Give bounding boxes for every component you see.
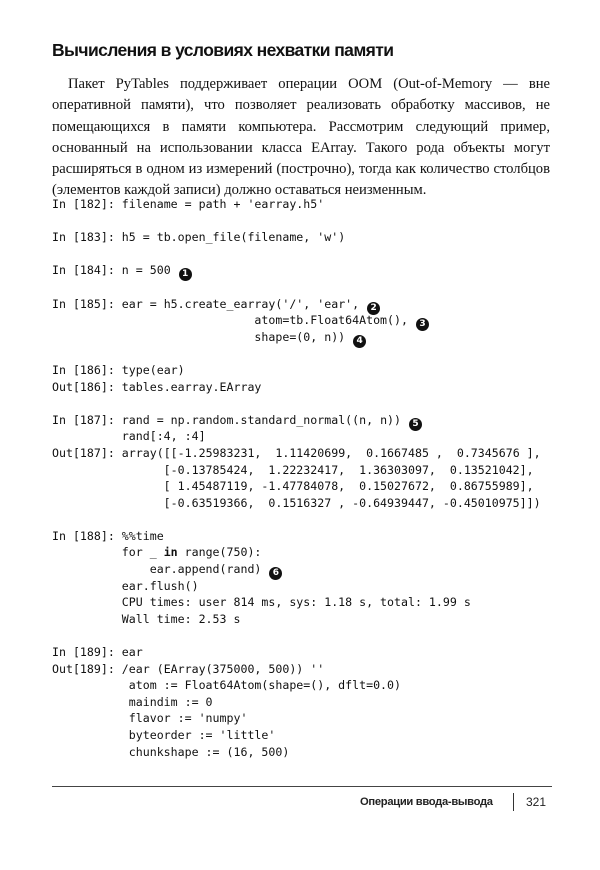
code-listing	[52, 196, 572, 760]
prompt: In [183]:	[52, 230, 115, 245]
prompt: In [188]:	[52, 528, 115, 543]
intro-paragraph: Пакет PyTables поддерживает операции OOM (Out-of-Memory — вне оперативной памяти), что позволяет реализовать обработку массивов, не помещающихся в памяти компьютера. Рассмотрим следующий пример, основанный на использовании класса EArray. Такого рода объекты могут расширяться в одном из измерений (построчно), тогда как количество столбцов (элементов каждой записи) должно оставаться неизменным.	[52, 76, 550, 199]
prompt: Out[189]:	[52, 661, 115, 676]
prompt: In [182]:	[52, 197, 115, 211]
code-line: shape=(0, n)) 4	[52, 329, 572, 346]
code-line: CPU times: user 814 ms, sys: 1.18 s, total: 1.99 s	[52, 595, 471, 610]
callout-3-icon: 3	[416, 318, 429, 331]
code-line: [ 1.45487119, -1.47784078, 0.15027672, 0.86755989],	[52, 479, 534, 494]
prompt: In [184]:	[52, 263, 115, 278]
keyword: in	[163, 545, 178, 560]
code-line: rand[:4, :4]	[52, 429, 206, 444]
code-line: flavor := 'numpy'	[52, 711, 248, 726]
code-line: maindim := 0	[52, 694, 213, 709]
footer-separator	[513, 793, 514, 811]
section-heading: Вычисления в условиях нехватки памяти	[52, 40, 394, 60]
code-line: In [183]: h5 = tb.open_file(filename, 'w')	[52, 230, 346, 245]
code-line: In [186]: type(ear)	[52, 362, 185, 377]
footer-rule	[52, 786, 552, 787]
code-line: In [187]: rand = np.random.standard_normal((n, n)) 5	[52, 412, 572, 429]
code-line: Wall time: 2.53 s	[52, 611, 241, 626]
prompt: Out[187]:	[52, 445, 115, 460]
code-line: Out[186]: tables.earray.EArray	[52, 379, 262, 394]
callout-5-icon: 5	[409, 418, 422, 431]
code-line: byteorder := 'little'	[52, 728, 276, 742]
prompt: In [185]:	[52, 296, 115, 311]
callout-6-icon: 6	[269, 567, 282, 580]
code-line: Out[187]: array([[-1.25983231, 1.11420699, 0.1667485 , 0.7345676 ],	[52, 445, 541, 460]
code-line: In [189]: ear	[52, 645, 143, 660]
code-line: In [185]: ear = h5.create_earray('/', 'ear', 2	[52, 296, 572, 313]
callout-4-icon: 4	[353, 335, 366, 348]
code-line: for _ in range(750):	[52, 545, 262, 560]
code-line: In [184]: n = 500 1	[52, 262, 572, 279]
prompt: Out[186]:	[52, 379, 115, 394]
code-line: Out[189]: /ear (EArray(375000, 500)) ''	[52, 661, 325, 676]
code-line: ear.append(rand) 6	[52, 561, 572, 578]
code-line: [-0.63519366, 0.1516327 , -0.64939447, -0.45010975]])	[52, 495, 541, 510]
code-line: atom=tb.Float64Atom(), 3	[52, 312, 572, 329]
prompt: In [186]:	[52, 362, 115, 377]
code-line: [-0.13785424, 1.22232417, 1.36303097, 0.13521042],	[52, 462, 534, 477]
callout-1-icon: 1	[179, 268, 192, 281]
code-line: In [182]: filename = path + 'earray.h5'	[52, 197, 325, 211]
code-line: In [188]: %%time	[52, 528, 164, 543]
page-number: 321	[526, 795, 547, 809]
callout-2-icon: 2	[367, 302, 380, 315]
prompt: In [187]:	[52, 412, 115, 427]
code-line: chunkshape := (16, 500)	[52, 744, 290, 759]
footer-chapter-title: Операции ввода-вывода	[360, 796, 493, 808]
prompt: In [189]:	[52, 645, 115, 660]
code-line: atom := Float64Atom(shape=(), dflt=0.0)	[52, 678, 402, 693]
code-line: ear.flush()	[52, 578, 199, 593]
